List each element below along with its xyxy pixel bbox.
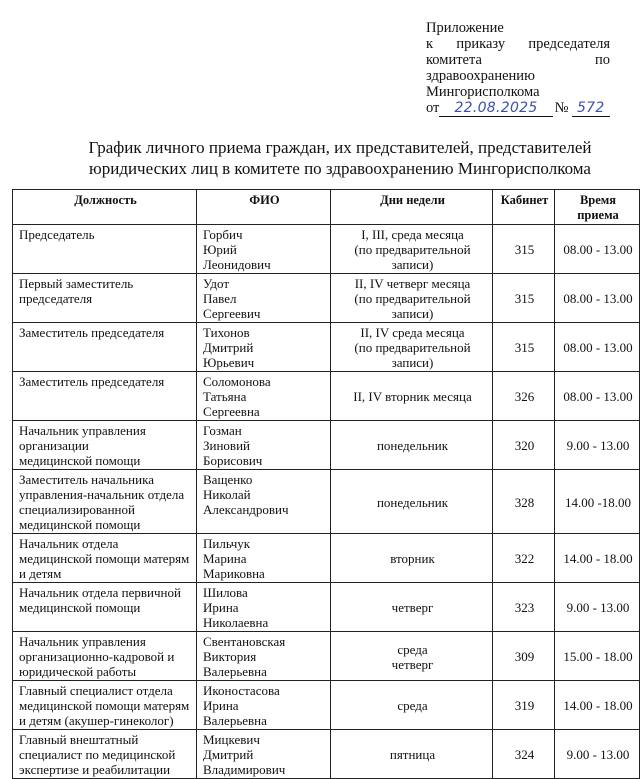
cell-days-line: II, IV вторник месяца [353, 389, 472, 404]
cell-position-line: медицинской помощи [19, 600, 141, 615]
cell-position [13, 421, 197, 470]
cell-days [331, 681, 493, 730]
cell-fio-line: Соломонова [203, 374, 271, 389]
cell-fio [197, 534, 331, 583]
cell-time: 14.00 - 18.00 [555, 534, 640, 583]
cell-fio [197, 470, 331, 534]
cell-position-line: Первый заместитель [19, 276, 134, 291]
cell-time: 14.00 -18.00 [555, 470, 640, 534]
cell-fio-line: Александрович [203, 502, 289, 517]
table-row [13, 632, 640, 681]
header-time-line1: Время [579, 193, 617, 207]
header-time [555, 190, 640, 225]
reception-schedule-table [12, 189, 640, 779]
cell-time: 9.00 - 13.00 [555, 583, 640, 632]
appendix-date-line [426, 100, 610, 117]
cell-days [331, 274, 493, 323]
cell-time: 08.00 - 13.00 [555, 274, 640, 323]
cell-days [331, 583, 493, 632]
cell-fio-line: Пильчук [203, 536, 251, 551]
cell-position [13, 730, 197, 779]
cell-fio [197, 372, 331, 421]
cell-position [13, 372, 197, 421]
cell-position [13, 632, 197, 681]
cell-fio-line: Валерьевна [203, 713, 267, 728]
cell-days [331, 323, 493, 372]
cell-days-line: (по предварительной [354, 242, 471, 257]
cell-time: 08.00 - 13.00 [555, 225, 640, 274]
cell-position-line: организационно-кадровой и [19, 649, 175, 664]
cell-fio [197, 730, 331, 779]
appendix-line3 [426, 52, 610, 68]
cell-position-line: Начальник управления [19, 634, 146, 649]
table-row [13, 274, 640, 323]
cell-fio-line: Владимирович [203, 762, 286, 777]
cell-position-line: специализированной [19, 502, 135, 517]
appendix-line5: Мингорисполкома [426, 84, 540, 100]
cell-position-line: медицинской помощи матерям [19, 551, 190, 566]
appendix-block [426, 20, 610, 117]
cell-fio-line: Павел [203, 291, 237, 306]
cell-fio-line: Юрий [203, 242, 237, 257]
cell-fio [197, 225, 331, 274]
cell-fio-line: Мариковна [203, 566, 265, 581]
cell-fio-line: Леонидович [203, 257, 271, 272]
table-row [13, 372, 640, 421]
cell-cabinet: 322 [493, 534, 555, 583]
document-title [60, 137, 620, 179]
cell-position-line: медицинской помощи [19, 453, 141, 468]
cell-position-line: организации [19, 438, 89, 453]
cell-fio-line: Свентановская [203, 634, 286, 649]
cell-days-line: (по предварительной [354, 340, 471, 355]
cell-days [331, 470, 493, 534]
cell-position-line: экспертизе и реабилитации [19, 762, 171, 777]
cell-days [331, 534, 493, 583]
cell-position-line: управления-начальник отдела [19, 487, 185, 502]
cell-fio-line: Николай [203, 487, 251, 502]
header-time-line2: приема [577, 208, 619, 222]
cell-fio [197, 274, 331, 323]
cell-days [331, 730, 493, 779]
appendix-line2-left: к [426, 36, 434, 52]
cell-position [13, 323, 197, 372]
cell-fio-line: Валерьевна [203, 664, 267, 679]
appendix-line1: Приложение [426, 20, 504, 36]
cell-position-line: Председатель [19, 227, 95, 242]
cell-days-line: (по предварительной [354, 291, 471, 306]
cell-days-line: понедельник [376, 438, 449, 453]
date-prefix: от [426, 100, 440, 116]
cell-days-line: записи) [391, 355, 434, 370]
cell-cabinet: 323 [493, 583, 555, 632]
cell-days-line: I, III, среда месяца [361, 227, 464, 242]
cell-fio-line: Ирина [203, 698, 239, 713]
cell-days-line: записи) [391, 306, 434, 321]
cell-time: 08.00 - 13.00 [555, 372, 640, 421]
cell-cabinet: 315 [493, 323, 555, 372]
cell-cabinet: 315 [493, 274, 555, 323]
cell-cabinet: 309 [493, 632, 555, 681]
cell-cabinet: 320 [493, 421, 555, 470]
cell-fio-line: Иконостасова [203, 683, 280, 698]
table-body [13, 225, 640, 779]
cell-days-line: записи) [391, 257, 434, 272]
cell-cabinet: 326 [493, 372, 555, 421]
cell-position [13, 534, 197, 583]
number-sign: № [554, 100, 569, 116]
cell-days [331, 372, 493, 421]
handwritten-date: 22.08.2025 [439, 100, 552, 117]
title-line1: График личного приема граждан, их представителей, представителей [88, 138, 592, 157]
table-row [13, 730, 640, 779]
cell-fio-line: Николаевна [203, 615, 269, 630]
cell-days-line: вторник [390, 551, 435, 566]
cell-fio-line: Дмитрий [203, 340, 254, 355]
table-row [13, 583, 640, 632]
header-cabinet: Кабинет [493, 190, 555, 225]
appendix-line4: здравоохранению [426, 68, 535, 84]
cell-position [13, 225, 197, 274]
cell-position-line: Главный внештатный [19, 732, 139, 747]
cell-position [13, 583, 197, 632]
cell-fio-line: Ирина [203, 600, 239, 615]
table-row [13, 470, 640, 534]
cell-time: 9.00 - 13.00 [555, 730, 640, 779]
cell-fio-line: Марина [203, 551, 247, 566]
header-position: Должность [13, 190, 197, 225]
cell-time: 08.00 - 13.00 [555, 323, 640, 372]
cell-days-line: среда [397, 641, 428, 657]
cell-position-line: Заместитель председателя [19, 325, 165, 340]
cell-position-line: медицинской помощи матерям [19, 698, 190, 713]
appendix-line2-mid: приказу [456, 36, 506, 52]
cell-fio-line: Гозман [203, 423, 242, 438]
cell-days [331, 632, 493, 681]
cell-position-line: Заместитель начальника [19, 472, 154, 487]
appendix-line2 [426, 36, 610, 52]
cell-position-line: председателя [19, 291, 93, 306]
header-days: Дни недели [331, 190, 493, 225]
cell-position-line: Начальник отдела первичной [19, 585, 181, 600]
appendix-line3-right: по [594, 52, 610, 68]
cell-fio [197, 632, 331, 681]
cell-days-line: II, IV четверг месяца [354, 276, 471, 291]
cell-fio [197, 421, 331, 470]
cell-time: 9.00 - 13.00 [555, 421, 640, 470]
cell-position-line: Главный специалист отдела [19, 683, 173, 698]
cell-days-line: II, IV среда месяца [360, 325, 465, 340]
cell-position-line: юридической работы [19, 664, 137, 679]
cell-position-line: и детям [19, 566, 62, 581]
cell-position-line: медицинской помощи [19, 517, 141, 532]
header-fio: ФИО [197, 190, 331, 225]
table-row [13, 421, 640, 470]
cell-fio-line: Горбич [203, 227, 243, 242]
cell-position [13, 681, 197, 730]
appendix-line3-left: комитета [426, 52, 482, 68]
cell-fio-line: Тихонов [203, 325, 250, 340]
cell-position-line: Начальник управления [19, 423, 146, 438]
cell-days [331, 421, 493, 470]
cell-days-line: среда [397, 698, 428, 713]
cell-cabinet: 315 [493, 225, 555, 274]
cell-fio-line: Сергеевна [203, 404, 260, 419]
handwritten-number: 572 [572, 100, 611, 117]
table-row [13, 323, 640, 372]
table-row [13, 225, 640, 274]
cell-position [13, 274, 197, 323]
cell-days-line: понедельник [376, 494, 449, 510]
cell-time: 15.00 - 18.00 [555, 632, 640, 681]
cell-position [13, 470, 197, 534]
cell-fio [197, 583, 331, 632]
cell-fio-line: Борисович [203, 453, 263, 468]
cell-fio [197, 323, 331, 372]
cell-fio-line: Виктория [203, 649, 257, 664]
cell-position-line: Начальник отдела [19, 536, 119, 551]
cell-position-line: и детям (акушер-гинеколог) [19, 713, 174, 728]
cell-days [331, 225, 493, 274]
cell-position-line: специалист по медицинской [19, 747, 176, 762]
cell-days-line: пятница [389, 747, 436, 762]
title-line2: юридических лиц в комитете по здравоохранению Мингорисполкома [89, 159, 591, 178]
cell-cabinet: 328 [493, 470, 555, 534]
cell-fio-line: Удот [203, 276, 230, 291]
cell-days-line: четверг [391, 656, 434, 672]
cell-fio-line: Дмитрий [203, 747, 254, 762]
cell-position-line: Заместитель председателя [19, 374, 165, 389]
table-header-row [13, 190, 640, 225]
table-row [13, 534, 640, 583]
cell-cabinet: 319 [493, 681, 555, 730]
cell-fio-line: Шилова [203, 585, 248, 600]
cell-time: 14.00 - 18.00 [555, 681, 640, 730]
cell-fio-line: Юрьевич [203, 355, 255, 370]
cell-fio-line: Ващенко [203, 472, 253, 487]
appendix-line2-right: председателя [528, 36, 610, 52]
cell-days-line: четверг [391, 600, 434, 615]
cell-fio-line: Мицкевич [203, 732, 260, 747]
table-row [13, 681, 640, 730]
cell-fio-line: Татьяна [203, 389, 247, 404]
cell-fio-line: Сергеевич [203, 306, 261, 321]
cell-cabinet: 324 [493, 730, 555, 779]
cell-fio [197, 681, 331, 730]
cell-fio-line: Зиновий [203, 438, 250, 453]
